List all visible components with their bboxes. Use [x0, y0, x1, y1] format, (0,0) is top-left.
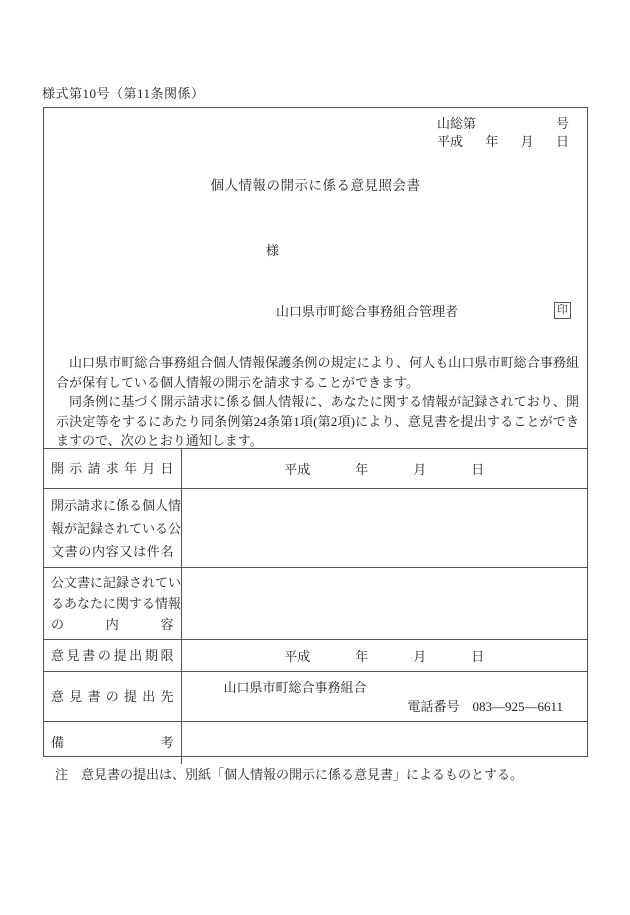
row-label-your-information: 公文書に記録されてい るあなたに関する情報 の内容: [44, 568, 181, 640]
table-row-submission-deadline: [44, 640, 587, 672]
row-value-document-subject: [181, 489, 587, 568]
document-header-section: [44, 108, 587, 448]
submission-organization: 山口県市町総合事務組合: [223, 679, 367, 695]
reference-number-line: [437, 115, 569, 133]
row-value-submission-destination: [181, 672, 587, 722]
seal-mark: 印: [554, 302, 571, 319]
table-row-remarks: [44, 722, 587, 764]
row-label-remarks: 備考: [44, 722, 181, 764]
row-value-remarks: [181, 722, 587, 764]
reference-number-suffix: 号: [555, 116, 569, 131]
reference-date-month: 月: [520, 134, 534, 149]
date-era: 平成: [284, 462, 311, 477]
body-text-section: [44, 353, 587, 448]
body-paragraph-1: 山口県市町総合事務組合個人情報保護条例の規定により、何人も山口県市町総合事務組合が保有している個人情報の開示を請求することができます。: [56, 355, 579, 390]
reference-date-era: 平成: [437, 134, 464, 149]
date-line: [192, 646, 578, 665]
date-day: 日: [471, 462, 485, 477]
table-row-request-date: [44, 449, 587, 489]
row-label-request-date: 開示請求年月日: [44, 449, 181, 489]
date-line: [192, 459, 578, 478]
reference-date-year: 年: [485, 134, 499, 149]
table-row-your-information: [44, 568, 587, 640]
footer-note: 注 意見書の提出は、別紙「個人情報の開示に係る意見書」によるものとする。: [55, 767, 524, 782]
submission-phone: 電話番号 083—925—6611: [407, 698, 563, 714]
date-day: 日: [471, 649, 485, 664]
row-label-document-subject: 開示請求に係る個人情 報が記録されている公 文書の内容又は件名: [44, 489, 181, 568]
form-number-label: 様式第10号（第11条関係）: [42, 86, 205, 101]
form-table: [44, 448, 587, 764]
reference-block: [437, 115, 569, 151]
row-value-request-date: [181, 449, 587, 489]
row-label-submission-destination: 意見書の提出先: [44, 672, 181, 722]
date-month: 月: [413, 462, 427, 477]
row-value-submission-deadline: [181, 640, 587, 672]
date-year: 年: [355, 649, 369, 664]
row-label-submission-deadline: 意見書の提出期限: [44, 640, 181, 672]
reference-number-prefix: 山総第: [437, 116, 477, 131]
table-row-submission-destination: [44, 672, 587, 722]
reference-date-line: [437, 133, 569, 151]
date-era: 平成: [284, 649, 311, 664]
table-row-document-subject: [44, 489, 587, 568]
body-paragraph-2: 同条例に基づく開示請求に係る個人情報に、あなたに関する情報が記録されており、開示決定等をするにあたり同条例第24条第1項(第2項)により、意見書を提出することができますので、次のとおり通知します。: [56, 394, 579, 448]
reference-date-day: 日: [555, 134, 569, 149]
date-month: 月: [413, 649, 427, 664]
date-year: 年: [355, 462, 369, 477]
issuer-name: 山口県市町総合事務組合管理者: [276, 304, 459, 319]
document-title: 個人情報の開示に係る意見照会書: [210, 178, 421, 193]
row-value-your-information: [181, 568, 587, 640]
document-box: [43, 107, 588, 757]
addressee-line: 様: [266, 243, 280, 258]
issuer-row: [44, 301, 587, 320]
